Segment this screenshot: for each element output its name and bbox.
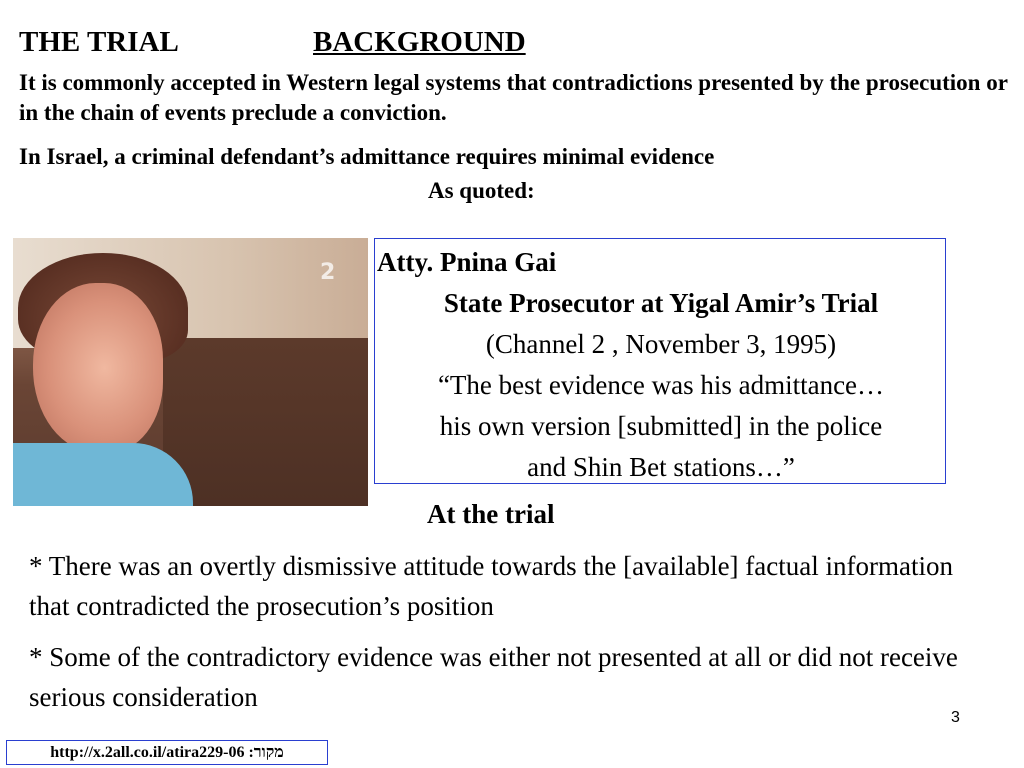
at-trial-heading: At the trial [427,499,555,529]
quote-speaker: Atty. Pnina Gai [377,247,557,277]
source-link[interactable]: http://x.2all.co.il/atira229-06 :מקור [6,740,328,765]
quote-line-3: and Shin Bet stations…” [527,452,795,482]
bullet-item: * There was an overtly dismissive attitude towards the [available] factual information that contradicted the prosecution’s position [29,551,953,621]
page-number: 3 [951,709,960,726]
bullet-item: * Some of the contradictory evidence was either not presented at all or did not receive serious consideration [29,642,958,712]
photo-bench [163,338,368,506]
page-title: THE TRIAL [19,26,179,58]
photo-shirt [13,443,193,506]
quote-line-2: his own version [submitted] in the police [439,411,883,441]
intro-paragraph: It is commonly accepted in Western legal systems that contradictions presented by the prosecution or in the chain of events preclude a conviction. [19,70,1008,125]
quote-source: (Channel 2 , November 3, 1995) [485,329,837,359]
as-quoted-label: As quoted: [428,178,535,203]
quote-role: State Prosecutor at Yigal Amir’s Trial [443,288,879,318]
israel-statement: In Israel, a criminal defendant’s admittance requires minimal evidence [19,144,715,169]
prosecutor-photo [13,238,368,506]
quote-line-1: “The best evidence was his admittance… [437,370,885,400]
photo-face [33,283,163,453]
channel-logo: 2 [320,260,336,285]
section-heading: BACKGROUND [313,26,526,58]
